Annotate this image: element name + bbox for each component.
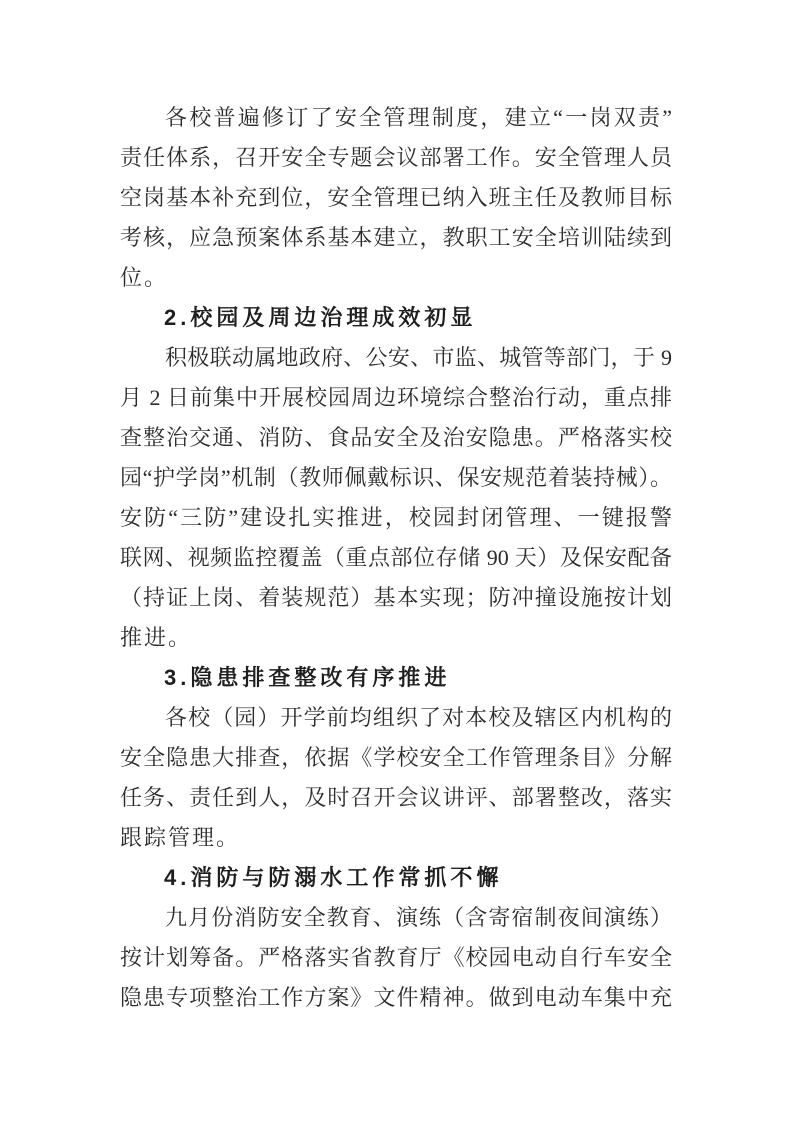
paragraph-line: 考核，应急预案体系基本建立，教职工安全培训陆续到 (120, 225, 672, 250)
paragraph-line: 位。 (120, 265, 169, 290)
paragraph-line: （持证上岗、着装规范）基本实现；防冲撞设施按计划 (120, 585, 672, 610)
paragraph-line: 各校（园）开学前均组织了对本校及辖区内机构的 (165, 705, 672, 730)
paragraph-line: 月 2 日前集中开展校园周边环境综合整治行动，重点排 (120, 385, 672, 410)
section-heading: 4.消防与防溺水工作常抓不懈 (164, 865, 503, 890)
paragraph-line: 任务、责任到人，及时召开会议讲评、部署整改，落实 (120, 785, 672, 810)
paragraph-line: 九月份消防安全教育、演练（含寄宿制夜间演练） (165, 905, 672, 930)
document-text-block (120, 98, 672, 1018)
paragraph-line: 各校普遍修订了安全管理制度，建立“一岗双责” (165, 105, 672, 130)
section-heading: 3.隐患排查整改有序推进 (164, 665, 451, 690)
paragraph-line: 隐患专项整治工作方案》文件精神。做到电动车集中充 (120, 985, 672, 1010)
paragraph-line: 查整治交通、消防、食品安全及治安隐患。严格落实校 (120, 425, 672, 450)
paragraph-line: 园“护学岗”机制（教师佩戴标识、保安规范着装持械）。 (120, 465, 672, 490)
paragraph-line: 积极联动属地政府、公安、市监、城管等部门，于 9 (165, 345, 672, 370)
paragraph-line: 联网、视频监控覆盖（重点部位存储 90 天）及保安配备 (120, 545, 672, 570)
paragraph-line: 推进。 (120, 625, 193, 650)
paragraph-line: 安全隐患大排查，依据《学校安全工作管理条目》分解 (120, 745, 672, 770)
paragraph-line: 安防“三防”建设扎实推进，校园封闭管理、一键报警 (120, 505, 672, 530)
paragraph-line: 按计划筹备。严格落实省教育厅《校园电动自行车安全 (120, 945, 672, 970)
paragraph-line: 空岗基本补充到位，安全管理已纳入班主任及教师目标 (120, 185, 672, 210)
section-heading: 2.校园及周边治理成效初显 (164, 305, 477, 330)
paragraph-line: 跟踪管理。 (120, 825, 241, 850)
paragraph-line: 责任体系，召开安全专题会议部署工作。安全管理人员 (120, 145, 672, 170)
